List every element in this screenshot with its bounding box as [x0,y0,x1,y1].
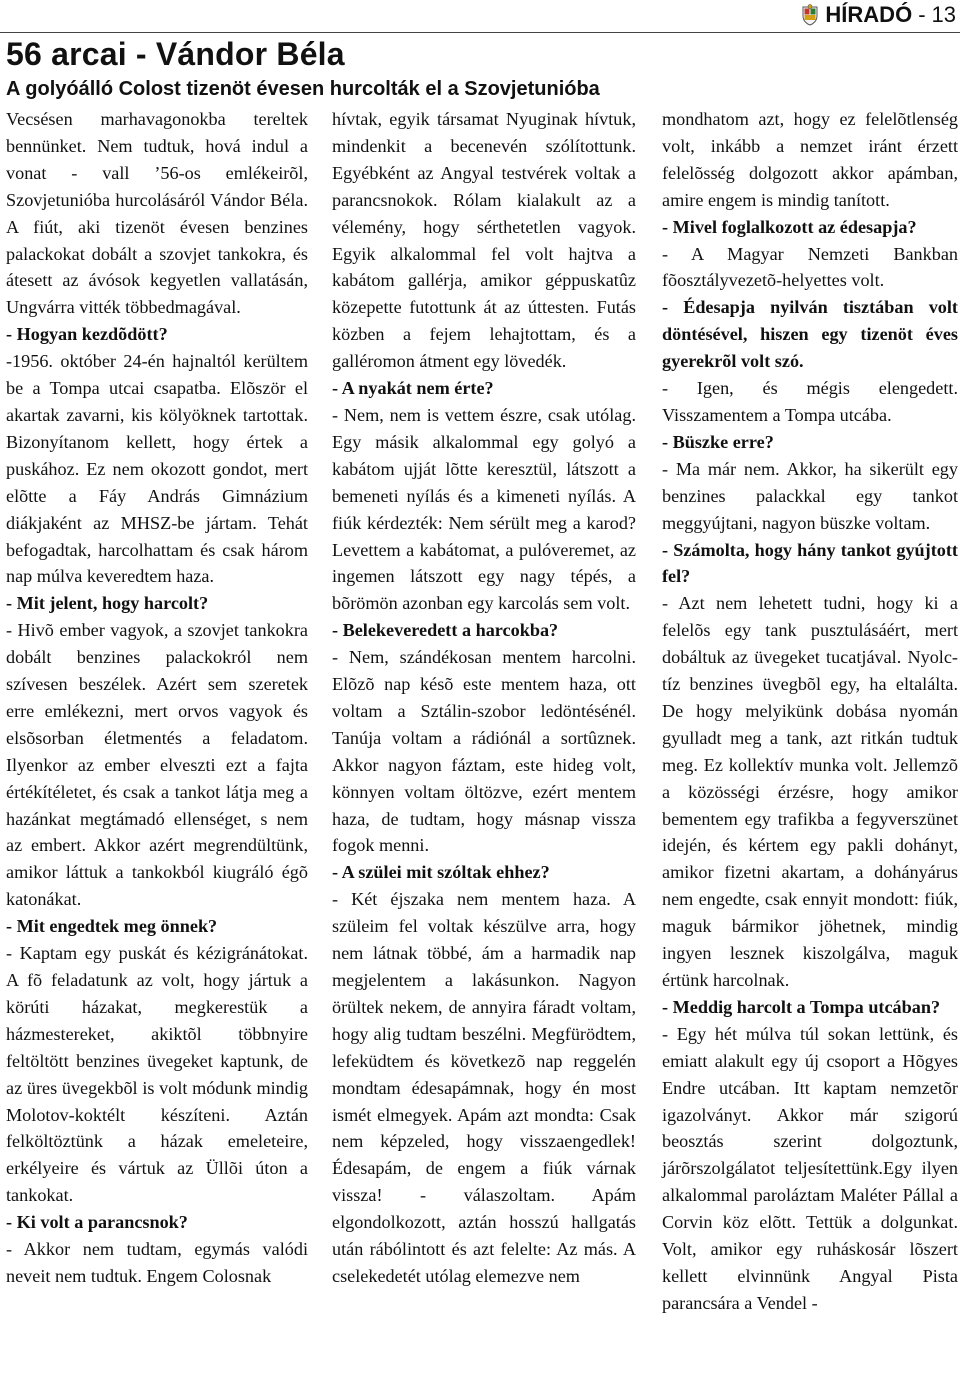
page-number: 13 [931,2,956,27]
interview-question: - A szülei mit szóltak ehhez? [332,862,550,883]
interview-question: - Hogyan kezdõdött? [6,324,168,345]
interview-question: - Ki volt a parancsnok? [6,1212,188,1233]
interview-question: - A nyakát nem érte? [332,378,494,399]
article-title: 56 arcai - Vándor Béla [6,36,345,72]
body-paragraph: Vecsésen marhavagonokba tereltek bennünket. Nem tudtuk, hová indul a vonat - vall ’56-os emlékeirõl, Szovjetunióba hurcolásáról Vándor Béla. A fiút, aki tizenöt évesen benzines palackokat dobált a szovjet tankokra, és átesett az ávósok kegyetlen vallatásán, Ungvárra vitték többedmagával. [6,109,308,318]
body-paragraph: -1956. október 24-én hajnaltól kerültem be a Tompa utcai csapatba. Elõször el akartak zavarni, kis kölyöknek tartottak. Bizonyítanom kellett, hogy értek a puskához. Ez nem okozott gondot, mert elõtte a Fáy András Gimnázium diákjaként az MHSZ-be jártam. Tehát befogadtak, harcolhattam és csak három nap múlva keveredtem haza. [6,351,308,587]
interview-question: - Belekeveredett a harcokba? [332,620,559,641]
header-separator: - [918,2,926,27]
article-subtitle: A golyóálló Colost tizenöt évesen hurcolták el a Szovjetunióba [6,78,600,100]
body-paragraph: - A Magyar Nemzeti Bankban fõosztályvezetõ-helyettes volt. [662,243,958,291]
text-column-3 [662,106,958,1317]
interview-question: - Mivel foglalkozott az édesapja? [662,216,917,237]
body-paragraph: - Két éjszaka nem mentem haza. A szüleim fel voltak készülve arra, hogy nem látnak többé, ám a harmadik nap megjelentem a lakásunkon. Nagyon örültek nekem, de annyira fáradt voltam, hogy alig tudtam beszélni. Megfürödtem, lefeküdtem és következõ nap reggelén mondtam édesapámnak, hogy én most ismét elmegyek. Apám azt mondta: Csak nem képzeled, hogy visszaengedlek! Édesapám, de engem a fiúk várnak vissza! - válaszoltam. Apám elgondolkozott, aztán hosszú hallgatás után rábólintott és azt felelte: Az más. A cselekedetét utólag elemezve nem [332,889,636,1286]
interview-question: - Büszke erre? [662,431,774,452]
body-paragraph: - Ma már nem. Akkor, ha sikerült egy benzines palackkal egy tankot meggyújtani, nagyon büszke voltam. [662,458,958,533]
page-header [0,0,960,34]
text-column-2 [332,106,636,1290]
body-paragraph: hívtak, egyik társamat Nyuginak hívtuk, mindenkit a becenevén szólítottunk. Egyébként az Angyal testvérek voltak a parancsnokok. Rólam kialakult az a vélemény, hogy sérthetetlen vagyok. Egyik alkalommal fel volt hajtva a kabátom gallérja, amikor géppuskatûz közepette futottunk át az úttesten. Futás közben a fejem lehajtottam, és a galléromon átment egy lövedék. [332,109,636,372]
body-paragraph: - Egy hét múlva túl sokan lettünk, és emiatt alakult egy új csoport a Hõgyes Endre utcában. Itt kaptam nemzetõr igazolványt. Akkor már szigorú beosztás szerint dolgoztunk, járõrszolgálatot teljesítettünk.Egy ilyen alkalommal paroláztam Maléter Pállal a Corvin köz elõtt. Tettük a dolgunkat. Volt, amikor egy ruháskosár lõszert kellett elvinnünk Angyal Pista parancsára a Vendel - [662,1023,958,1313]
body-paragraph: - Nem, nem is vettem észre, csak utólag. Egy másik alkalommal egy golyó a kabátom ujját lõtte keresztül, látszott a bemeneti nyílás és a kimeneti nyílás. A fiúk kérdezték: Nem sérült meg a karod? Levettem a kabátomat, a pulóveremet, az ingemen látszott egy nagy tépés, a bõrömön azonban egy karcolás sem volt. [332,404,636,614]
body-paragraph: - Nem, szándékosan mentem harcolni. Elõzõ nap késõ este mentem haza, ott voltam a Sztálin-szobor ledöntésénél. Tanúja voltam a rádiónál a sortûznek. Akkor nagyon fáztam, este hideg volt, könnyen voltam öltözve, ezért mentem haza, de tudtam, hogy másnap vissza fogok menni. [332,647,636,856]
body-paragraph: - Igen, és mégis elengedett. Visszamentem a Tompa utcába. [662,378,958,425]
body-paragraph: - Hivõ ember vagyok, a szovjet tankokra dobált benzines palackokról nem szívesen beszélek. Azért sem szeretek erre emlékezni, mert orvos vagyok és elsõsorban életmentés a feladatom. Ilyenkor az ember elveszti ezt a fajta értékítéletet, és csak a tankot látja meg a hazánkat megtámadó ellenséget, s nem az embert. Akkor azért megrendültünk, amikor láttuk a tankokból kiugráló égõ katonákat. [6,620,308,910]
body-paragraph: - Akkor nem tudtam, egymás valódi neveit nem tudtuk. Engem Colosnak [6,1239,308,1286]
shield-emblem-icon [801,4,819,26]
interview-question: - Meddig harcolt a Tompa utcában? [662,996,941,1017]
interview-question: - Számolta, hogy hány tankot gyújtott fel? [662,539,958,587]
interview-question: - Mit engedtek meg önnek? [6,916,218,937]
header-masthead [801,2,956,28]
body-paragraph: - Azt nem lehetett tudni, hogy ki a felelõs egy tank pusztulásáért, mert dobáltuk az üvegeket tucatjával. Nyolc-tíz benzines üvegbõl egy, ha eltalálta. De hogy melyikünk dobása nyomán gyulladt meg a tank, azt ritkán tudtuk meg. Ez kollektív munka volt. Jellemzõ a közösségi érzésre, hogy amikor bementem egy trafikba a fegyverszünet idején, és kértem egy pakli dohányt, amikor fizetni akartam, a dohányárus nem engedte, csak ennyit mondott: fiúk, maguk bármikor jöhetnek, mindig ingyen lesznek kiszolgálva, maguk értünk harcolnak. [662,593,958,990]
header-rule [0,32,960,33]
body-paragraph: mondhatom azt, hogy ez felelõtlenség volt, inkább a nemzet iránt érzett felelõsség dolgozott akkor apámban, amire engem is mindig tanított. [662,109,958,210]
interview-question: - Édesapja nyilván tisztában volt döntésével, hiszen egy tizenöt éves gyerekrõl volt szó. [662,297,958,372]
interview-question: - Mit jelent, hogy harcolt? [6,593,209,614]
body-paragraph: - Kaptam egy puskát és kézigránátokat. A fõ feladatunk az volt, hogy jártuk a körúti házakat, megkerestük a házmestereket, akiktõl többnyire feltöltött benzines üvegeket kaptunk, de az üres üvegekbõl is volt módunk mindig Molotov-koktélt készíteni. Aztán felköltöztünk a házak emeleteire, erkélyeire és vártuk az Üllõi úton a tankokat. [6,943,308,1206]
section-name: HÍRADÓ [825,2,913,27]
text-column-1 [6,106,308,1290]
